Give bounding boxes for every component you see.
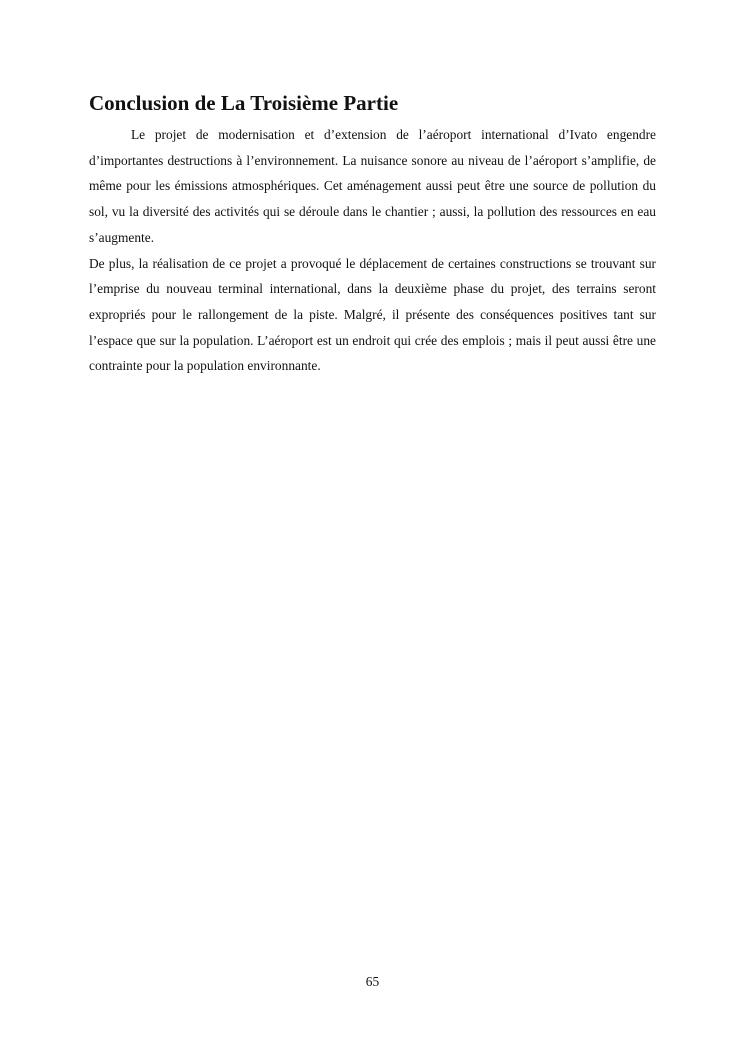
paragraph-1: Le projet de modernisation et d’extension de l’aéroport international d’Ivato engendre d’importantes destructions à l’environnement. La nuisance sonore au niveau de l’aéroport s’amplifie, de même pour les émissions atmosphériques. Cet aménagement aussi peut être une source de pollution du sol, vu la diversité des activités qui se déroule dans le chantier ; aussi, la pollution des ressources en eau s’augmente. <box>89 127 656 245</box>
paragraph-2: De plus, la réalisation de ce projet a provoqué le déplacement de certaines constructions se trouvant sur l’emprise du nouveau terminal international, dans la deuxième phase du projet, des terrains seront expropriés pour le rallongement de la piste. Malgré, il présente des conséquences positives tant sur l’espace que sur la population. L’aéroport est un endroit qui crée des emplois ; mais il peut aussi être une contrainte pour la population environnante. <box>89 255 656 374</box>
section-title: Conclusion de La Troisième Partie <box>89 91 399 115</box>
body-text <box>89 122 656 379</box>
page-number: 65 <box>365 974 380 989</box>
